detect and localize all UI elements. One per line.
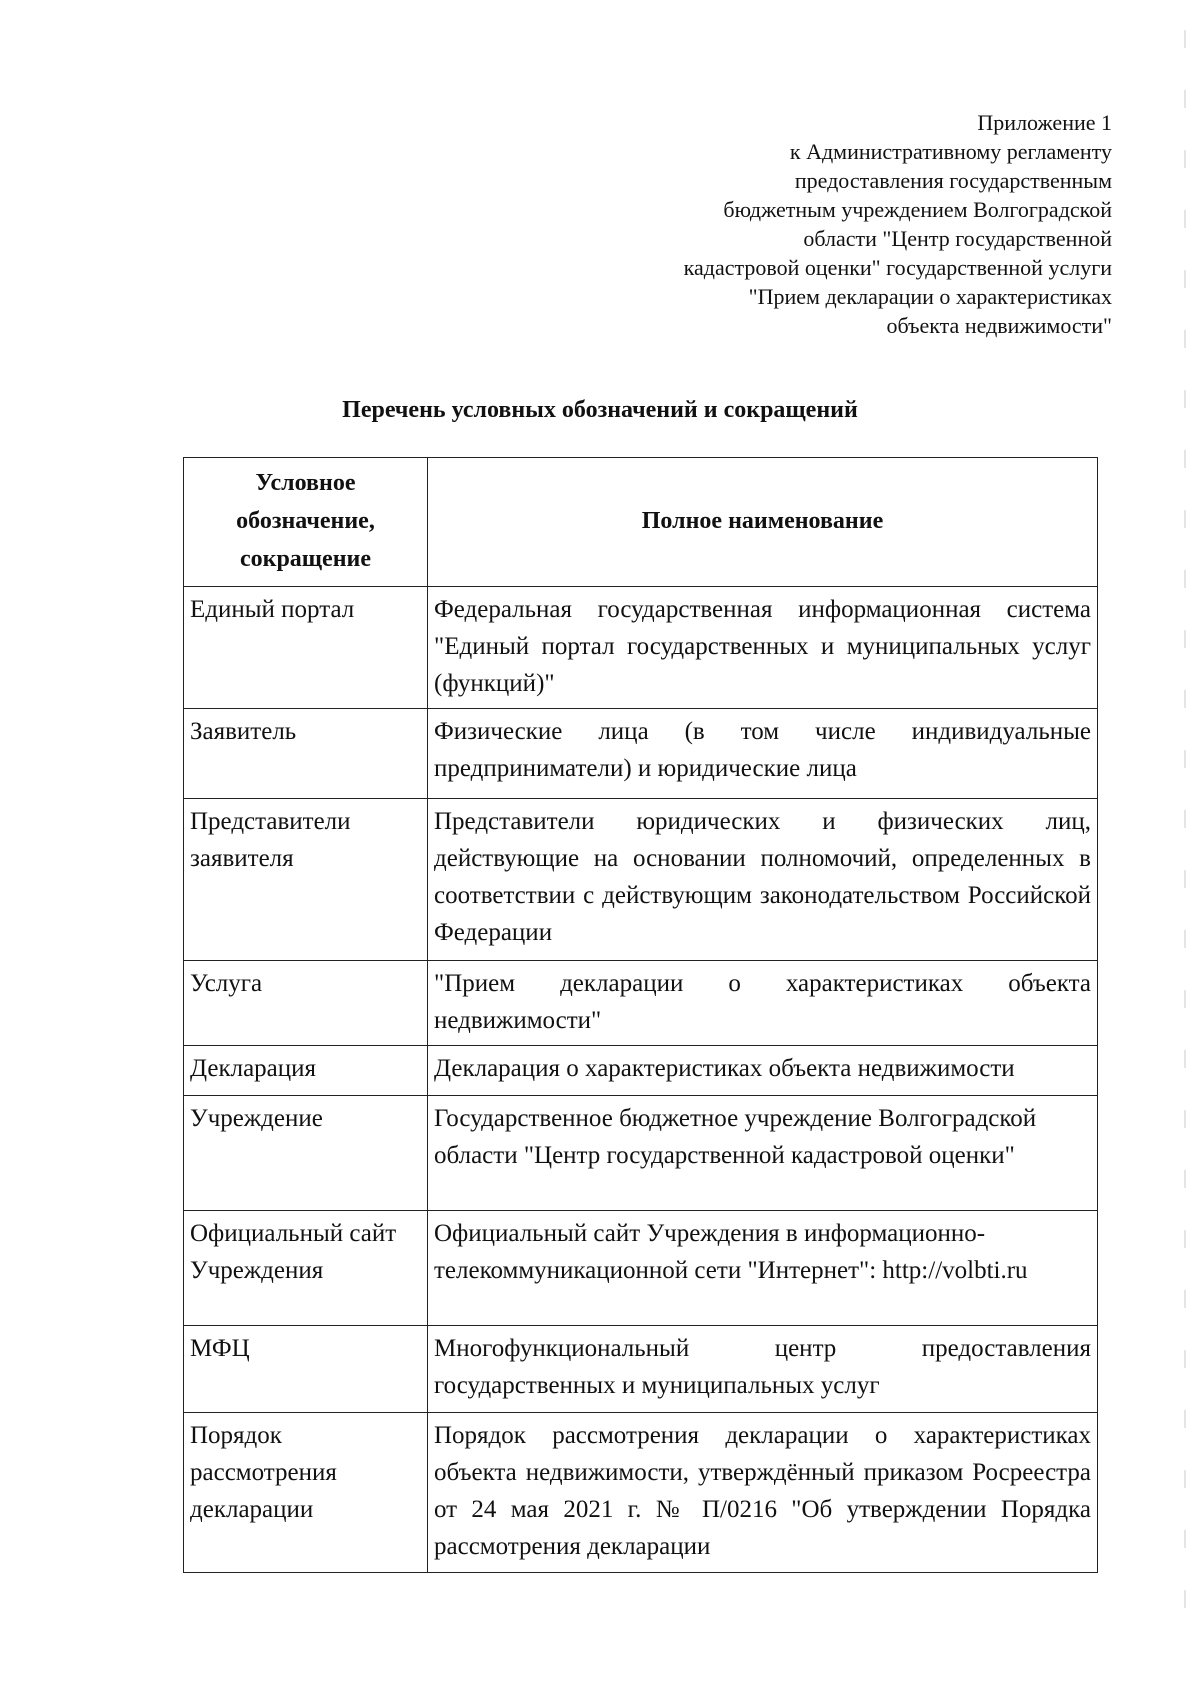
- term-cell: Декларация: [184, 1046, 428, 1096]
- term-cell: Услуга: [184, 961, 428, 1046]
- table-row: [184, 587, 1098, 709]
- definition-cell: Официальный сайт Учреждения в информационно-телекоммуникационной сети "Интернет": http://volbti.ru: [428, 1211, 1098, 1326]
- definition-cell: "Прием декларации о характеристиках объекта недвижимости": [428, 961, 1098, 1046]
- column-header-term: Условное обозначение, сокращение: [184, 458, 428, 587]
- term-cell: Представители заявителя: [184, 799, 428, 961]
- definition-cell: Государственное бюджетное учреждение Волгоградской области "Центр государственной кадастровой оценки": [428, 1096, 1098, 1211]
- table-row: [184, 1211, 1098, 1326]
- scan-edge-artifact: [1184, 30, 1186, 1630]
- annex-line: к Административному регламенту: [789, 139, 1112, 164]
- annex-header: [552, 108, 1112, 340]
- annex-line: кадастровой оценки" государственной услуги: [683, 255, 1112, 280]
- term-cell: Единый портал: [184, 587, 428, 709]
- column-header-definition: Полное наименование: [428, 458, 1098, 587]
- annex-line: Приложение 1: [977, 110, 1112, 135]
- term-cell: МФЦ: [184, 1326, 428, 1413]
- table-row: [184, 1096, 1098, 1211]
- annex-line: бюджетным учреждением Волгоградской: [723, 197, 1112, 222]
- definition-cell: Физические лица (в том числе индивидуальные предприниматели) и юридические лица: [428, 709, 1098, 799]
- definition-cell: Декларация о характеристиках объекта недвижимости: [428, 1046, 1098, 1096]
- term-cell: Учреждение: [184, 1096, 428, 1211]
- table-row: [184, 1413, 1098, 1573]
- definition-cell: Порядок рассмотрения декларации о характеристиках объекта недвижимости, утверждённый приказом Росреестра от 24 мая 2021 г. № П/0216 "Об утверждении Порядка рассмотрения декларации: [428, 1413, 1098, 1573]
- table-row: [184, 1326, 1098, 1413]
- annex-line: предоставления государственным: [794, 168, 1112, 193]
- term-cell: Заявитель: [184, 709, 428, 799]
- table-row: [184, 799, 1098, 961]
- annex-line: "Прием декларации о характеристиках: [748, 284, 1112, 309]
- table-header-row: [184, 458, 1098, 587]
- term-cell: Порядок рассмотрения декларации: [184, 1413, 428, 1573]
- document-title: Перечень условных обозначений и сокращений: [342, 397, 858, 423]
- term-cell: Официальный сайт Учреждения: [184, 1211, 428, 1326]
- table-row: [184, 709, 1098, 799]
- definition-cell: Многофункциональный центр предоставления государственных и муниципальных услуг: [428, 1326, 1098, 1413]
- annex-line: области "Центр государственной: [803, 226, 1112, 251]
- abbreviations-table: [183, 457, 1098, 1573]
- table-row: [184, 961, 1098, 1046]
- definition-cell: Федеральная государственная информационная система "Единый портал государственных и муниципальных услуг (функций)": [428, 587, 1098, 709]
- definition-cell: Представители юридических и физических лиц, действующие на основании полномочий, определенных в соответствии с действующим законодательством Российской Федерации: [428, 799, 1098, 961]
- annex-line: объекта недвижимости": [886, 313, 1112, 338]
- table-row: [184, 1046, 1098, 1096]
